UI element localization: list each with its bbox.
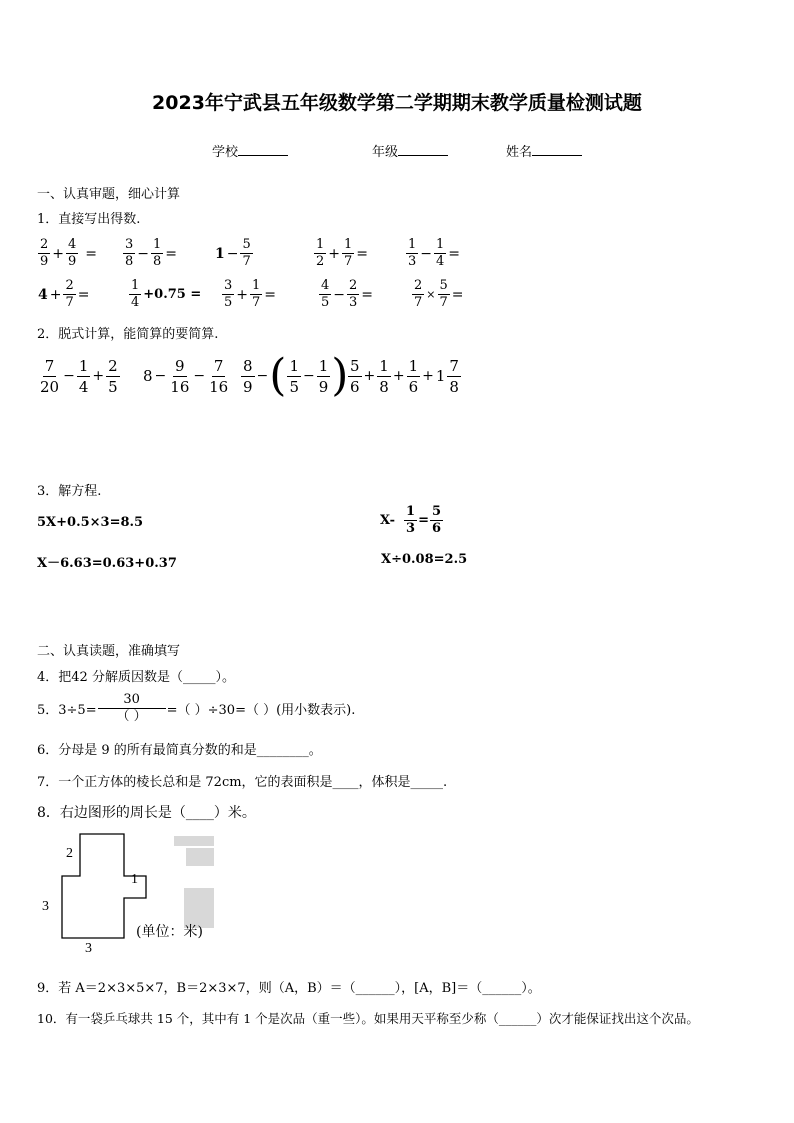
fraction: $\frac{7}{16}$ (209, 356, 229, 396)
equals: = (165, 245, 178, 262)
operator: + (422, 368, 434, 384)
equals: = (448, 245, 461, 262)
fraction: 5 6 (350, 356, 360, 396)
question-8: 8．右边图形的周长是（____）米。 (37, 805, 256, 821)
q2-expression-4 (347, 352, 462, 400)
fraction: $\frac{4}{9}$ (68, 237, 77, 269)
grade-blank[interactable] (398, 142, 448, 156)
name-field (506, 141, 582, 160)
operator: + (363, 368, 376, 384)
label-1: 1 (131, 872, 138, 887)
q1-item-3 (214, 237, 254, 270)
fraction: $\frac{1}{4}$ (78, 356, 89, 396)
q1-item-1 (37, 237, 98, 270)
perimeter-figure (36, 828, 226, 963)
q1-item-2 (122, 237, 178, 270)
equals: = (77, 286, 90, 303)
fraction: $\frac{1}{8}$ (153, 237, 162, 269)
fraction: $\frac{5}{7}$ (439, 278, 448, 310)
fraction: 2 9 (40, 237, 49, 269)
operator: − (333, 286, 346, 303)
q1-item-9 (318, 278, 374, 311)
q2-expression-1 (37, 352, 121, 400)
operator: + (392, 368, 405, 384)
fraction: $\frac{1}{3}$ (406, 504, 416, 536)
section-1-heading: 一、认真审题，细心计算 (37, 187, 181, 202)
operator: − (154, 368, 167, 384)
fraction: $\frac{2}{3}$ (349, 278, 358, 310)
watermark-shape (174, 836, 214, 928)
name-label: 姓名 (506, 145, 533, 160)
grade-label: 年级 (372, 145, 399, 160)
number: 8 (143, 367, 153, 385)
fraction: $\frac{1}{7}$ (252, 278, 261, 310)
operator: − (63, 368, 75, 384)
right-paren: ) (331, 350, 349, 401)
fraction: 4 5 (321, 278, 330, 310)
equals: = (418, 513, 429, 528)
unit-label: (单位：米) (136, 924, 203, 940)
fraction: $\frac{1}{7}$ (344, 237, 353, 269)
operator: − (303, 368, 315, 384)
fraction: $\frac{2}{7}$ (414, 278, 423, 310)
operator: + (49, 286, 62, 303)
left-paren: ( (269, 350, 287, 401)
fraction: $\frac{2}{7}$ (65, 278, 74, 310)
question-7: 7．一个正方体的棱长总和是 72cm，它的表面积是____，体积是_____. (37, 775, 448, 790)
grade-field (372, 141, 448, 160)
fraction: $\frac{9}{16}$ (170, 356, 190, 396)
question-5 (37, 692, 355, 725)
fraction: 30 （ ） (98, 692, 166, 725)
operator: − (420, 245, 433, 262)
fraction: $\frac{1}{4}$ (436, 237, 445, 269)
name-blank[interactable] (532, 142, 582, 156)
q2-expression-3 (240, 352, 348, 400)
question-5-tail: =（ ）÷30=（ ）(用小数表示). (166, 703, 356, 718)
question-4: 4．把42 分解质因数是（_____）。 (37, 670, 235, 685)
school-blank[interactable] (238, 142, 288, 156)
q1-item-4 (313, 237, 369, 270)
fraction: $\frac{5}{6}$ (431, 504, 442, 536)
page-title: 2023年宁武县五年级数学第二学期期末教学质量检测试题 (152, 92, 642, 114)
operator: − (137, 245, 150, 262)
equals: = (356, 245, 369, 262)
equals: = (451, 286, 464, 303)
fraction: 1 3 (408, 237, 417, 269)
q2-expression-2 (142, 352, 231, 400)
operator: − (193, 368, 206, 384)
fraction: 1 2 (316, 237, 325, 269)
number: 1 (215, 245, 225, 262)
fraction: 3 5 (224, 278, 233, 310)
fraction: $\frac{1}{8}$ (379, 356, 389, 396)
school-field (212, 141, 288, 160)
equation-4: X÷0.08=2.5 (381, 552, 468, 567)
label-3-left: 3 (42, 899, 49, 914)
fraction: 1 5 (289, 356, 299, 396)
q1-item-10 (411, 278, 465, 311)
operator: − (226, 245, 239, 262)
question-10: 10．有一袋乒乓球共 15 个，其中有 1 个是次品（重一些）。如果用天平称至少称（______）次才能保证找出这个次品。 (37, 1011, 699, 1026)
fraction: $\frac{1}{9}$ (318, 356, 329, 396)
fraction: 1 4 (131, 278, 140, 310)
q1-item-8 (221, 278, 277, 311)
number: 4 (38, 286, 48, 303)
operator: + (52, 245, 65, 262)
fraction: 8 9 (243, 356, 253, 396)
school-label: 学校 (212, 145, 239, 160)
label-3-bottom: 3 (85, 941, 92, 956)
equals: = (264, 286, 277, 303)
operator: + (328, 245, 341, 262)
question-2-label: 2．脱式计算，能简算的要简算. (37, 327, 219, 342)
q1-item-5 (405, 237, 461, 270)
question-6: 6．分母是 9 的所有最简真分数的和是________。 (37, 743, 322, 758)
fraction: $\frac{1}{6}$ (408, 356, 419, 396)
fraction: 7 8 (449, 356, 459, 396)
operator: + (92, 368, 105, 384)
equation-1: 5X+0.5×3=8.5 (37, 515, 144, 530)
whole-number: 1 (435, 367, 446, 385)
label-2: 2 (66, 846, 73, 861)
question-5-lead: 5．3÷5= (37, 703, 97, 718)
q1-item-6 (37, 278, 91, 311)
operator: + (236, 286, 249, 303)
equation-2 (380, 504, 444, 537)
equals: = (361, 286, 374, 303)
equation-3: X－6.63=0.63+0.37 (37, 556, 177, 571)
fraction: $\frac{2}{5}$ (108, 356, 118, 396)
operator: × (426, 288, 436, 301)
question-1-label: 1．直接写出得数. (37, 212, 141, 227)
equals: = (85, 245, 98, 262)
operator: +0.75 = (143, 287, 202, 302)
question-3-label: 3．解方程. (37, 484, 102, 499)
fraction: 7 20 (40, 356, 60, 396)
section-2-heading: 二、认真读题，准确填写 (37, 644, 181, 659)
q1-item-7 (128, 278, 202, 311)
fraction: $\frac{5}{7}$ (242, 237, 251, 269)
question-9: 9．若 A＝2×3×5×7，B＝2×3×7，则（A，B）＝（______），[A，B]＝（______）。 (37, 981, 541, 996)
operator: − (256, 368, 269, 384)
fraction: 3 8 (125, 237, 134, 269)
equation-2-lead: X- (380, 513, 396, 528)
